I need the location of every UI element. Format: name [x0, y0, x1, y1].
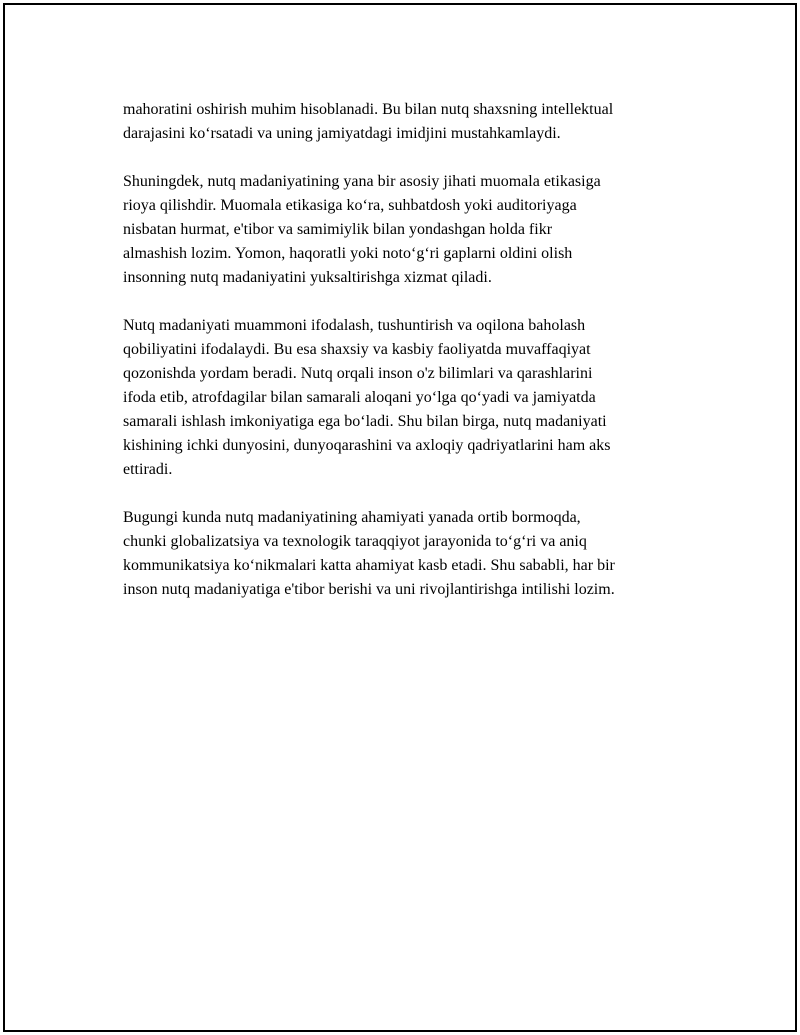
paragraph-3: Nutq madaniyati muammoni ifodalash, tushuntirish va oqilona baholash qobiliyatini ifodalaydi. Bu esa shaxsiy va kasbiy faoliyatda muvaffaqiyat qozonishda yordam beradi. Nutq orqali inson o'z bilimlari va qarashlarini ifoda etib, atrofdagilar bilan samarali aloqani yo‘lga qo‘yadi va jamiyatda samarali ishlash imkoniyatiga ega bo‘ladi. Shu bilan birga, nutq madaniyati kishining ichki dunyosini, dunyoqarashini va axloqiy qadriyatlarini ham aks ettiradi.: [123, 317, 611, 478]
page-frame: [3, 3, 797, 1032]
document-body: [123, 98, 698, 626]
paragraph-4: Bugungi kunda nutq madaniyatining ahamiyati yanada ortib bormoqda, chunki globalizatsiya va texnologik taraqqiyot jarayonida to‘g‘ri va aniq kommunikatsiya ko‘nikmalari katta ahamiyat kasb etadi. Shu sababli, har bir inson nutq madaniyatiga e'tibor berishi va uni rivojlantirishga intilishi lozim.: [123, 509, 615, 598]
paragraph-1: mahoratini oshirish muhim hisoblanadi. Bu bilan nutq shaxsning intellektual darajasini ko‘rsatadi va uning jamiyatdagi imidjini mustahkamlaydi.: [123, 101, 614, 142]
paragraph-2: Shuningdek, nutq madaniyatining yana bir asosiy jihati muomala etikasiga rioya qilishdir. Muomala etikasiga ko‘ra, suhbatdosh yoki auditoriyaga nisbatan hurmat, e'tibor va samimiylik bilan yondashgan holda fikr almashish lozim. Yomon, haqoratli yoki noto‘g‘ri gaplarni oldini olish insonning nutq madaniyatini yuksaltirishga xizmat qiladi.: [123, 173, 601, 286]
